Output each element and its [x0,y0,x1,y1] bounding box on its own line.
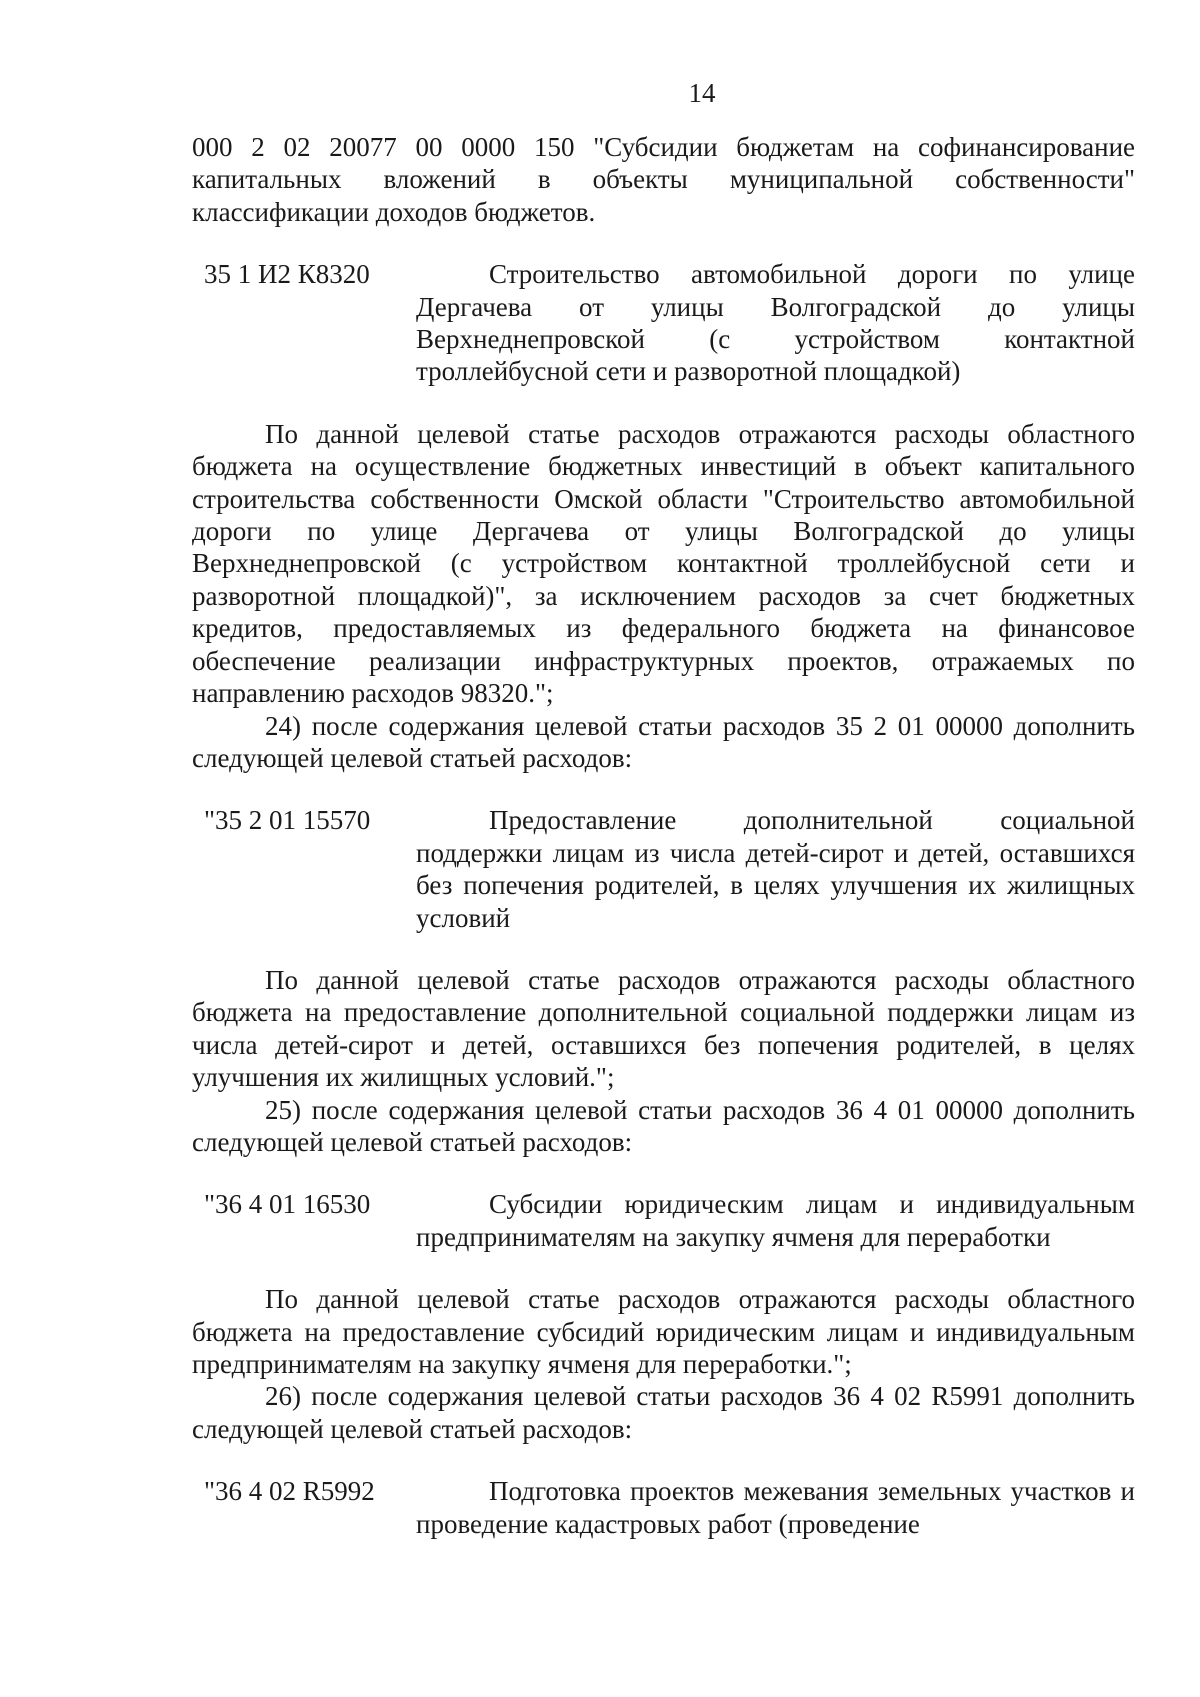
expense-code: "36 4 02 R5992 [204,1476,375,1507]
spacer [192,1253,1135,1283]
spacer [192,774,1135,804]
document-body [192,131,1135,1540]
explanation-paragraph-3: По данной целевой статье расходов отражаются расходы областного бюджета на предоставление субсидий юридическим лицам и индивидуальным предпринимателям на закупку ячменя для переработки."; [192,1284,1135,1379]
expense-code: "36 4 01 16530 [204,1189,371,1220]
spacer [192,1158,1135,1188]
intro-paragraph: 000 2 02 20077 00 0000 150 "Субсидии бюджетам на софинансирование капитальных вложений в объекты муниципальной собственности" классификации доходов бюджетов. [192,132,1135,227]
expense-title: Подготовка проектов межевания земельных участков и проведение кадастровых работ (проведение [416,1476,1135,1539]
expense-entry-2 [192,804,1135,934]
spacer [192,388,1135,418]
expense-title: Предоставление дополнительной социальной поддержки лицам из числа детей-сирот и детей, оставшихся без попечения родителей, в целях улучшения их жилищных условий [416,805,1135,933]
explanation-paragraph-2: По данной целевой статье расходов отражаются расходы областного бюджета на предоставление дополнительной социальной поддержки лицам из числа детей-сирот и детей, оставшихся без попечения родителей, в целях улучшения их жилищных условий."; [192,964,1135,1093]
expense-title: Субсидии юридическим лицам и индивидуальным предпринимателям на закупку ячменя для переработки [416,1189,1135,1252]
spacer [192,934,1135,964]
expense-entry-4 [192,1475,1135,1540]
item-25: 25) после содержания целевой статьи расходов 36 4 01 00000 дополнить следующей целевой статьей расходов: [192,1094,1135,1157]
expense-code: 35 1 И2 К8320 [204,259,370,290]
explanation-paragraph-1: По данной целевой статье расходов отражаются расходы областного бюджета на осуществление бюджетных инвестиций в объект капитального строительства собственности Омской области "Строительство автомобильной дороги по улице Дергачева от улицы Волгоградской до улицы Верхнеднепровской (с устройством контактной троллейбусной сети и разворотной площадкой)", за исключением расходов за счет бюджетных кредитов, предоставляемых из федерального бюджета на финансовое обеспечение реализации инфраструктурных проектов, отражаемых по направлению расходов 98320."; [192,418,1135,709]
page-number: 14 [688,78,716,108]
spacer [192,1445,1135,1475]
expense-title: Строительство автомобильной дороги по улице Дергачева от улицы Волгоградской до улицы Верхнеднепровской (с устройством контактной троллейбусной сети и разворотной площадкой) [416,259,1135,387]
item-26: 26) после содержания целевой статьи расходов 36 4 02 R5991 дополнить следующей целевой статьей расходов: [192,1381,1135,1444]
expense-entry-3 [192,1188,1135,1253]
spacer [192,228,1135,258]
expense-entry-1 [192,258,1135,388]
expense-code: "35 2 01 15570 [204,805,371,836]
item-24: 24) после содержания целевой статьи расходов 35 2 01 00000 дополнить следующей целевой статьей расходов: [192,710,1135,773]
